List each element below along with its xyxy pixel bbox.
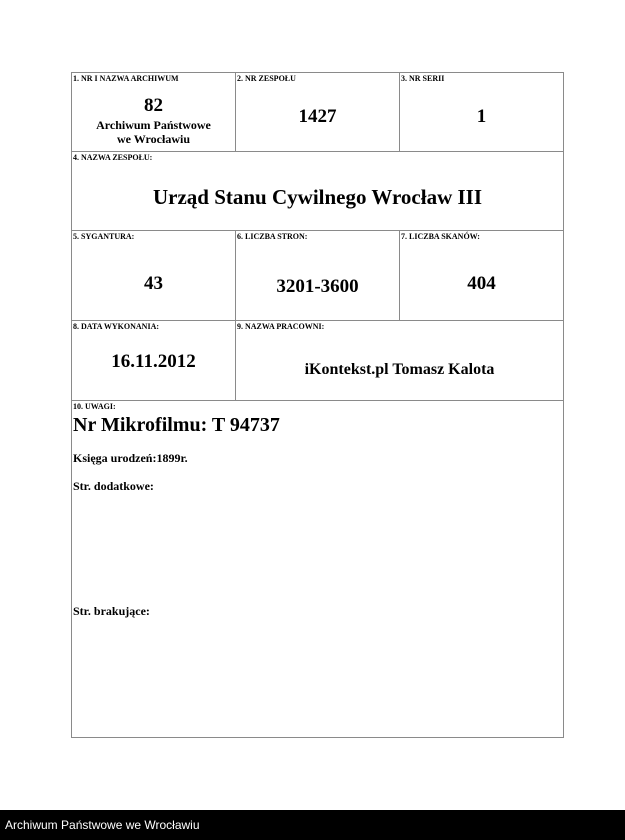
- field-fonds-number: [236, 73, 400, 152]
- field-fonds-name: [72, 152, 563, 231]
- footer-bar: [0, 810, 625, 840]
- fonds-name-value: Urząd Stanu Cywilnego Wrocław III: [152, 185, 483, 209]
- page-count-value: 3201-3600: [276, 276, 359, 297]
- book-info: Księga urodzeń:1899r.: [73, 451, 188, 465]
- microfilm-number: Nr Mikrofilmu: T 94737: [73, 414, 280, 436]
- field-archive: [72, 73, 236, 152]
- missing-pages: Str. brakujące:: [73, 604, 150, 618]
- field-date: [72, 321, 236, 401]
- field-archive-label: 1. NR I NAZWA ARCHIWUM: [73, 74, 179, 83]
- field-notes: [72, 401, 563, 737]
- field-date-label: 8. DATA WYKONANIA:: [73, 322, 160, 331]
- date-value: 16.11.2012: [111, 351, 196, 372]
- archive-name-line1: Archiwum Państwowe: [96, 118, 211, 132]
- field-scan-count: [400, 231, 563, 321]
- extra-pages: Str. dodatkowe:: [73, 479, 154, 493]
- archive-record-card: [71, 72, 564, 738]
- field-page-count-label: 6. LICZBA STRON:: [237, 232, 308, 241]
- field-fonds-number-label: 2. NR ZESPOŁU: [237, 74, 296, 83]
- field-page-count: [236, 231, 400, 321]
- field-series-number-label: 3. NR SERII: [401, 74, 445, 83]
- footer-text: Archiwum Państwowe we Wrocławiu: [5, 818, 200, 832]
- field-series-number: [400, 73, 563, 152]
- field-fonds-name-label: 4. NAZWA ZESPOŁU:: [73, 153, 153, 162]
- field-signature: [72, 231, 236, 321]
- archive-name-line2: we Wrocławiu: [116, 132, 190, 146]
- scan-count-value: 404: [467, 273, 496, 294]
- field-signature-label: 5. SYGANTURA:: [73, 232, 135, 241]
- workshop-value: iKontekst.pl Tomasz Kalota: [304, 361, 495, 378]
- field-notes-label: 10. UWAGI:: [73, 402, 116, 411]
- archive-number: 82: [144, 95, 163, 116]
- field-scan-count-label: 7. LICZBA SKANÓW:: [401, 232, 480, 241]
- field-workshop: [236, 321, 563, 401]
- series-number-value: 1: [476, 106, 487, 127]
- signature-value: 43: [144, 273, 163, 294]
- field-workshop-label: 9. NAZWA PRACOWNI:: [237, 322, 325, 331]
- fonds-number-value: 1427: [298, 106, 337, 127]
